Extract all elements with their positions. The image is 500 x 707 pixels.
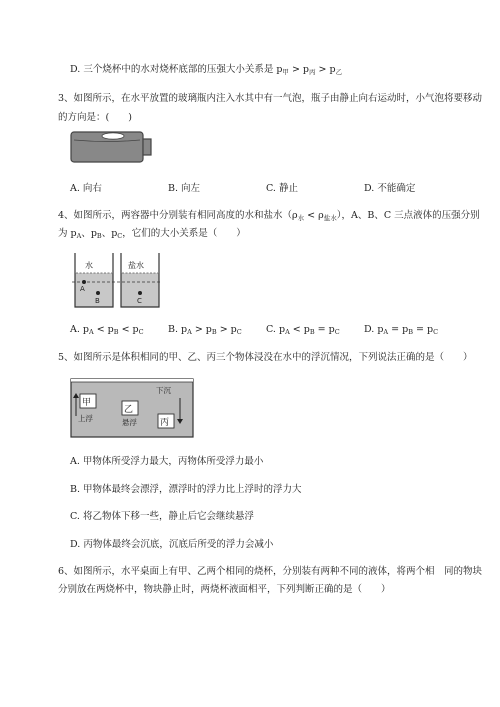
bottle-neck: [143, 139, 151, 155]
q3-option-c[interactable]: C. 静止: [266, 183, 298, 194]
q5-option-d[interactable]: D. 丙物体最终会沉底，沉底后所受的浮力会减小: [70, 539, 274, 550]
q3-stem-line2: 的方向是：( ): [58, 112, 132, 123]
jia-label: 甲: [82, 398, 92, 408]
two-container-figure: [70, 251, 170, 309]
q5-option-c[interactable]: C. 将乙物体下移一些，静止后它会继续悬浮: [70, 511, 254, 522]
buoyancy-figure: [70, 378, 194, 438]
point-b-dot: [96, 291, 100, 295]
q4-option-d[interactable]: D. $p_A = p_B = p_C$: [364, 324, 439, 336]
q5-option-a[interactable]: A. 甲物体所受浮力最大，丙物体所受浮力最小: [70, 456, 264, 467]
point-c-dot: [138, 291, 142, 295]
bing-state-label: 下沉: [156, 386, 171, 395]
q3-option-d[interactable]: D. 不能确定: [364, 183, 416, 194]
q4-option-a[interactable]: A. $p_A < p_B < p_C$: [70, 324, 144, 336]
q6-stem-line1: 6、如图所示，水平桌面上有甲、乙两个相同的烧杯，分别装有两种不同的液体，将两个相 同的物块: [58, 566, 483, 577]
q4-stem-line1: 4、如图所示，两容器中分别装有相同高度的水和盐水$(\rho_水 < \rho_{盐水})$，A、B、C 三点液体的压强分别: [58, 210, 480, 222]
bing-label: 丙: [160, 418, 170, 428]
yi-label: 乙: [124, 405, 134, 415]
q2-option-d[interactable]: D. 三个烧杯中的水对烧杯底部的压强大小关系是 $p_甲 > p_丙 > p_乙$: [70, 64, 343, 76]
q3-option-a[interactable]: A. 向右: [70, 183, 102, 194]
air-bubble: [102, 133, 124, 139]
q4-option-b[interactable]: B. $p_A > p_B > p_C$: [168, 324, 242, 336]
jia-state-label: 上浮: [78, 414, 93, 423]
q3-option-b[interactable]: B. 向左: [168, 183, 201, 194]
q4-stem-line2: 为 $p_A$、$p_B$、$p_C$，它们的大小关系是（ ）: [58, 228, 246, 240]
q3-stem-line1: 3、如图所示，在水平放置的玻璃瓶内注入水其中有一气泡，瓶子由静止向右运动时，小气泡将要移动: [58, 93, 483, 104]
point-b-label: B: [95, 297, 100, 305]
q6-stem-line2: 分别放在两烧杯中，物块静止时，两烧杯液面相平，下列判断正确的是（ ）: [58, 584, 391, 595]
point-a-dot: [82, 280, 86, 284]
q5-option-b[interactable]: B. 甲物体最终会漂浮，漂浮时的浮力比上浮时的浮力大: [70, 484, 302, 495]
q4-option-c[interactable]: C. $p_A < p_B = p_C$: [266, 324, 340, 336]
saltwater-label: 盐水: [128, 261, 144, 270]
yi-state-label: 悬浮: [122, 418, 137, 427]
bottle-figure: [70, 128, 155, 166]
point-c-label: C: [137, 297, 142, 305]
water-label: 水: [85, 261, 93, 270]
q5-stem-line1: 5、如图所示是体积相同的甲、乙、丙三个物体浸没在水中的浮沉情况，下列说法正确的是（ ）: [58, 352, 473, 363]
point-a-label: A: [80, 285, 85, 293]
